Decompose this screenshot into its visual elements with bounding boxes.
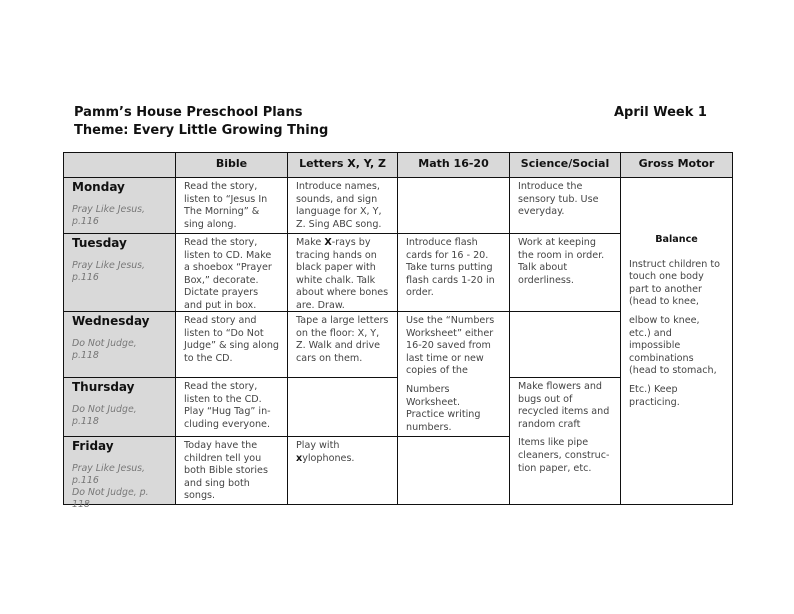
- header-bible: Bible: [175, 152, 288, 178]
- day-name: Friday: [72, 439, 114, 453]
- day-name: Wednesday: [72, 314, 150, 328]
- plan-theme: Theme: Every Little Growing Thing: [74, 123, 329, 138]
- science-wednesday: [509, 311, 621, 378]
- day-reference: Pray Like Jesus, p.116: [72, 259, 146, 283]
- bible-tuesday: Read the story, listen to CD. Make a shoebox “Prayer Box,” decorate. Dictate prayers and put in box.: [175, 233, 288, 312]
- day-reference: Do Not Judge, p.118: [72, 337, 137, 361]
- letters-text: -rays by tracing hands on black paper with white chalk. Talk about where bones are. Draw.: [296, 237, 389, 311]
- math-text: Use the “Numbers Worksheet” either 16-20 saved from last time or new copies of the: [406, 315, 495, 377]
- bible-wednesday: Read story and listen to “Do Not Judge” & sing along to the CD.: [175, 311, 288, 378]
- science-text: Items like pipe cleaners, construc-tion paper, etc.: [518, 437, 610, 474]
- gross-motor-week: [620, 177, 733, 505]
- day-reference: Pray Like Jesus, p.116: [72, 203, 146, 227]
- gross-motor-text: Etc.) Keep practicing.: [629, 383, 680, 408]
- day-name: Thursday: [72, 380, 135, 394]
- letters-tuesday: [287, 233, 398, 312]
- day-name: Monday: [72, 180, 125, 194]
- day-reference: Do Not Judge, p.118: [72, 403, 137, 427]
- letters-bold: X: [324, 237, 332, 248]
- gross-motor-title: Balance: [655, 234, 698, 245]
- day-wednesday: [63, 311, 176, 378]
- math-wednesday-thursday: [397, 311, 510, 437]
- day-reference: Pray Like Jesus, p.116: [72, 462, 146, 486]
- math-friday: [397, 436, 510, 505]
- bible-friday: Today have the children tell you both Bible stories and sing both songs.: [175, 436, 288, 505]
- header-blank: [63, 152, 176, 178]
- header-science: Science/Social: [509, 152, 621, 178]
- gross-motor-text: elbow to knee, etc.) and impossible combinations (head to stomach,: [629, 314, 717, 377]
- math-tuesday: Introduce flash cards for 16 - 20. Take turns putting flash cards 1-20 in order.: [397, 233, 510, 312]
- day-friday: [63, 436, 176, 510]
- day-name: Tuesday: [72, 236, 127, 250]
- letters-text: Play with: [296, 440, 340, 451]
- science-thursday-friday: [509, 377, 621, 505]
- header-gross-motor: Gross Motor: [620, 152, 733, 178]
- header-letters: Letters X, Y, Z: [287, 152, 398, 178]
- letters-text: Make: [296, 237, 325, 248]
- gross-motor-text: Instruct children to touch one body part to another (head to knee,: [629, 258, 720, 308]
- day-reference: Do Not Judge, p. 118: [72, 486, 149, 510]
- letters-thursday: [287, 377, 398, 437]
- bible-monday: Read the story, listen to “Jesus In The Morning” & sing along.: [175, 177, 288, 234]
- letters-monday: Introduce names, sounds, and sign language for X, Y, Z. Sing ABC song.: [287, 177, 398, 234]
- math-text: Numbers Worksheet. Practice writing numbers.: [406, 383, 481, 433]
- day-monday: [63, 177, 176, 234]
- day-tuesday: [63, 233, 176, 312]
- bible-thursday: Read the story, listen to the CD. Play “Hug Tag” in-cluding everyone.: [175, 377, 288, 437]
- science-tuesday: Work at keeping the room in order. Talk about orderliness.: [509, 233, 621, 312]
- letters-bold: x: [296, 452, 303, 464]
- plan-title: Pamm’s House Preschool Plans: [74, 105, 303, 120]
- math-monday: [397, 177, 510, 234]
- day-thursday: [63, 377, 176, 437]
- header-math: Math 16-20: [397, 152, 510, 178]
- science-text: Make flowers and bugs out of recycled items and random craft: [518, 381, 610, 430]
- plan-week: April Week 1: [614, 105, 707, 120]
- letters-wednesday: Tape a large letters on the floor: X, Y, Z. Walk and drive cars on them.: [287, 311, 398, 378]
- letters-text: ylophones.: [302, 452, 355, 464]
- letters-friday: [287, 436, 398, 505]
- science-monday: Introduce the sensory tub. Use everyday.: [509, 177, 621, 234]
